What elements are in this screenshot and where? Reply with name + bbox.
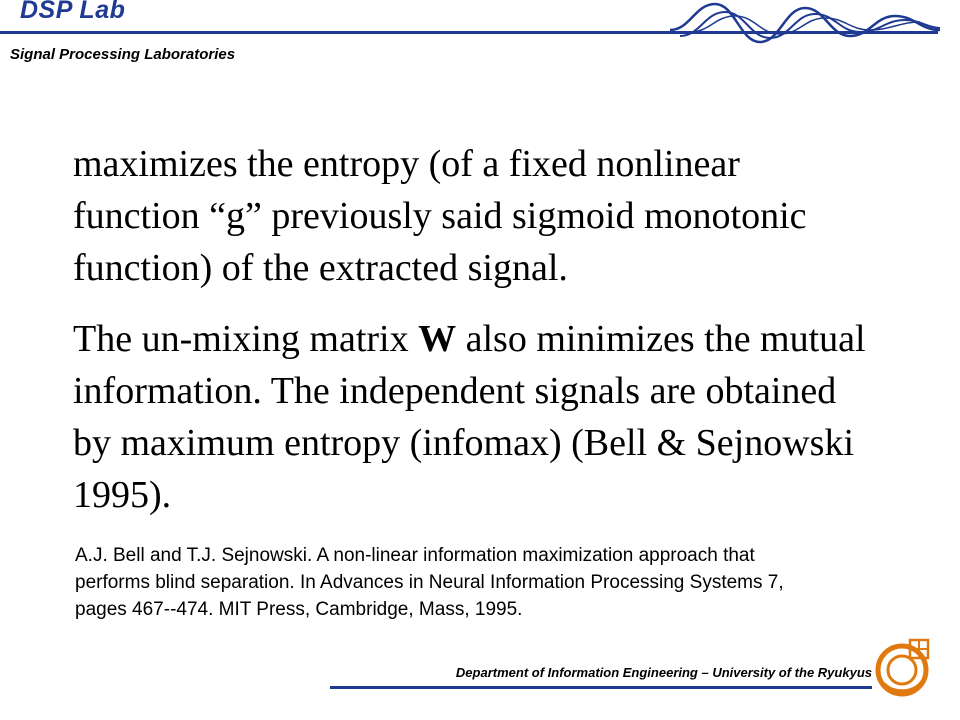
lab-subtitle: Signal Processing Laboratories bbox=[10, 46, 236, 63]
footer-divider bbox=[330, 686, 872, 689]
paragraph-unmixing-matrix bbox=[73, 313, 873, 521]
footer-department: Department of Information Engineering – University of the Ryukyus bbox=[455, 665, 872, 680]
paragraph2-text-start: The un-mixing matrix bbox=[73, 318, 419, 360]
paragraph2-text-end: also minimizes the mutual information. The independent signals are obtained by maximum entropy (infomax) (Bell & Sejnowski 1995). bbox=[73, 318, 866, 516]
wave-logo-icon bbox=[670, 2, 940, 44]
matrix-symbol: W bbox=[418, 318, 457, 360]
reference-citation: A.J. Bell and T.J. Sejnowski. A non-linear information maximization approach that performs blind separation. In Advances in Neural Information Processing Systems 7, pages 467--474. MIT Press, Cambridge, Mass, 1995. bbox=[75, 545, 784, 620]
lab-brand-title: DSP Lab bbox=[20, 0, 126, 24]
university-emblem-icon bbox=[874, 636, 934, 698]
paragraph-entropy: maximizes the entropy (of a fixed nonlinear function “g” previously said sigmoid monotonic function) of the extracted signal. bbox=[73, 143, 807, 289]
